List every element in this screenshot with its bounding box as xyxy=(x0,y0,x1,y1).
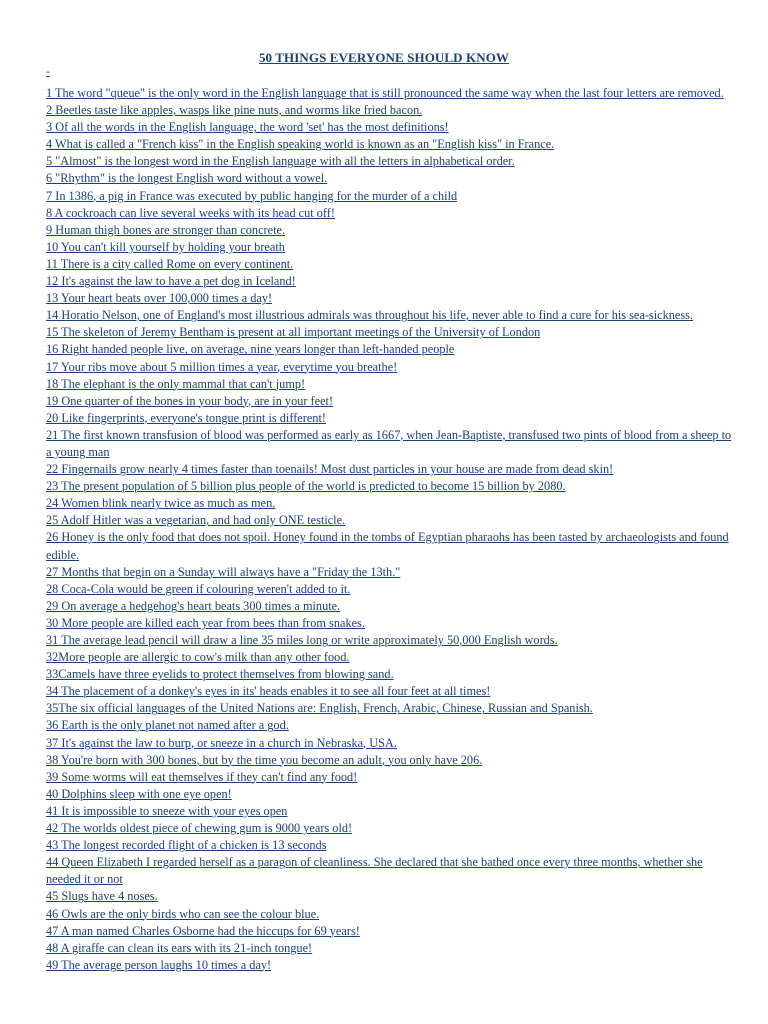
fact-item[interactable]: 17 Your ribs move about 5 million times a year, everytime you breathe! xyxy=(46,359,398,374)
fact-item[interactable]: 24 Women blink nearly twice as much as men. xyxy=(46,496,276,511)
fact-item[interactable]: 23 The present population of 5 billion plus people of the world is predicted to become 15 billion by 2080. xyxy=(46,479,566,494)
fact-item[interactable]: 1 The word "queue" is the only word in the English language that is still pronounced the same way when the last four letters are removed. xyxy=(46,86,724,100)
fact-item[interactable]: 34 The placement of a donkey's eyes in its' heads enables it to see all four feet at all times! xyxy=(46,684,491,699)
fact-item[interactable]: 3 Of all the words in the English language, the word 'set' has the most definitions! xyxy=(46,120,449,135)
fact-item[interactable]: 25 Adolf Hitler was a vegetarian, and had only ONE testicle. xyxy=(46,513,346,528)
fact-item[interactable]: 2 Beetles taste like apples, wasps like pine nuts, and worms like fried bacon. xyxy=(46,103,423,118)
fact-list xyxy=(46,85,736,974)
fact-item[interactable]: 46 Owls are the only birds who can see the colour blue. xyxy=(46,906,320,921)
fact-item[interactable]: 29 On average a hedgehog's heart beats 300 times a minute. xyxy=(46,598,341,613)
fact-item[interactable]: 11 There is a city called Rome on every continent. xyxy=(46,256,294,271)
fact-item[interactable]: 8 A cockroach can live several weeks with its head cut off! xyxy=(46,205,335,220)
fact-item[interactable]: 20 Like fingerprints, everyone's tongue print is different! xyxy=(46,410,326,425)
fact-item[interactable]: 32More people are allergic to cow's milk than any other food. xyxy=(46,650,350,665)
fact-item[interactable]: 10 You can't kill yourself by holding your breath xyxy=(46,239,285,254)
fact-item[interactable]: 18 The elephant is the only mammal that can't jump! xyxy=(46,376,306,391)
fact-item[interactable]: 13 Your heart beats over 100,000 times a day! xyxy=(46,291,273,306)
fact-item[interactable]: 4 What is called a "French kiss" in the English speaking world is known as an "English kiss" in France. xyxy=(46,137,555,152)
fact-item[interactable]: 21 The first known transfusion of blood was performed as early as 1667, when Jean-Baptiste, transfused two pints of blood from a sheep to a young man xyxy=(46,427,732,459)
fact-item[interactable]: 38 You're born with 300 bones, but by the time you become an adult, you only have 206. xyxy=(46,752,483,767)
fact-item[interactable]: 27 Months that begin on a Sunday will always have a "Friday the 13th." xyxy=(46,564,401,579)
fact-item[interactable]: 5 "Almost" is the longest word in the English language with all the letters in alphabetical order. xyxy=(46,154,515,169)
fact-item[interactable]: 6 "Rhythm" is the longest English word without a vowel. xyxy=(46,171,328,186)
fact-item[interactable]: 43 The longest recorded flight of a chicken is 13 seconds xyxy=(46,838,327,853)
fact-item[interactable]: 45 Slugs have 4 noses. xyxy=(46,889,158,904)
fact-item[interactable]: 28 Coca-Cola would be green if colouring weren't added to it. xyxy=(46,581,351,596)
fact-item[interactable]: 36 Earth is the only planet not named after a god. xyxy=(46,718,289,733)
fact-item[interactable]: 16 Right handed people live, on average, nine years longer than left-handed people xyxy=(46,342,455,357)
fact-item[interactable]: 26 Honey is the only food that does not spoil. Honey found in the tombs of Egyptian pharaohs has been tasted by archaeologists and found edible. xyxy=(46,530,729,562)
fact-item[interactable]: 39 Some worms will eat themselves if they can't find any food! xyxy=(46,769,358,784)
fact-item[interactable]: 7 In 1386, a pig in France was executed by public hanging for the murder of a child xyxy=(46,188,458,203)
fact-item[interactable]: 33Camels have three eyelids to protect themselves from blowing sand. xyxy=(46,667,394,682)
fact-item[interactable]: 14 Horatio Nelson, one of England's most illustrious admirals was throughout his life, never able to find a cure for his sea-sickness. xyxy=(46,308,693,323)
fact-item[interactable]: 47 A man named Charles Osborne had the hiccups for 69 years! xyxy=(46,923,360,938)
fact-item[interactable]: 31 The average lead pencil will draw a line 35 miles long or write approximately 50,000 English words. xyxy=(46,633,558,647)
fact-item[interactable]: 41 It is impossible to sneeze with your eyes open xyxy=(46,803,288,818)
fact-item[interactable]: 42 The worlds oldest piece of chewing gum is 9000 years old! xyxy=(46,821,353,836)
dash-marker: - xyxy=(46,64,50,78)
page-title: 50 THINGS EVERYONE SHOULD KNOW xyxy=(258,50,510,65)
fact-item[interactable]: 9 Human thigh bones are stronger than concrete. xyxy=(46,222,286,237)
fact-item[interactable]: 44 Queen Elizabeth I regarded herself as a paragon of cleanliness. She declared that she bathed once every three months, whether she needed it or not xyxy=(46,855,703,887)
fact-item[interactable]: 49 The average person laughs 10 times a day! xyxy=(46,957,272,972)
fact-item[interactable]: 48 A giraffe can clean its ears with its 21-inch tongue! xyxy=(46,940,313,955)
fact-item[interactable]: 12 It's against the law to have a pet dog in Iceland! xyxy=(46,274,296,289)
fact-item[interactable]: 22 Fingernails grow nearly 4 times faster than toenails! Most dust particles in your house are made from dead skin! xyxy=(46,462,614,477)
fact-item[interactable]: 35The six official languages of the United Nations are: English, French, Arabic, Chinese, Russian and Spanish. xyxy=(46,701,593,716)
fact-item[interactable]: 40 Dolphins sleep with one eye open! xyxy=(46,786,232,801)
fact-item[interactable]: 19 One quarter of the bones in your body, are in your feet! xyxy=(46,393,334,408)
fact-item[interactable]: 30 More people are killed each year from bees than from snakes. xyxy=(46,615,365,630)
fact-item[interactable]: 15 The skeleton of Jeremy Bentham is present at all important meetings of the University of London xyxy=(46,325,541,340)
fact-item[interactable]: 37 It's against the law to burp, or sneeze in a church in Nebraska, USA. xyxy=(46,735,397,750)
